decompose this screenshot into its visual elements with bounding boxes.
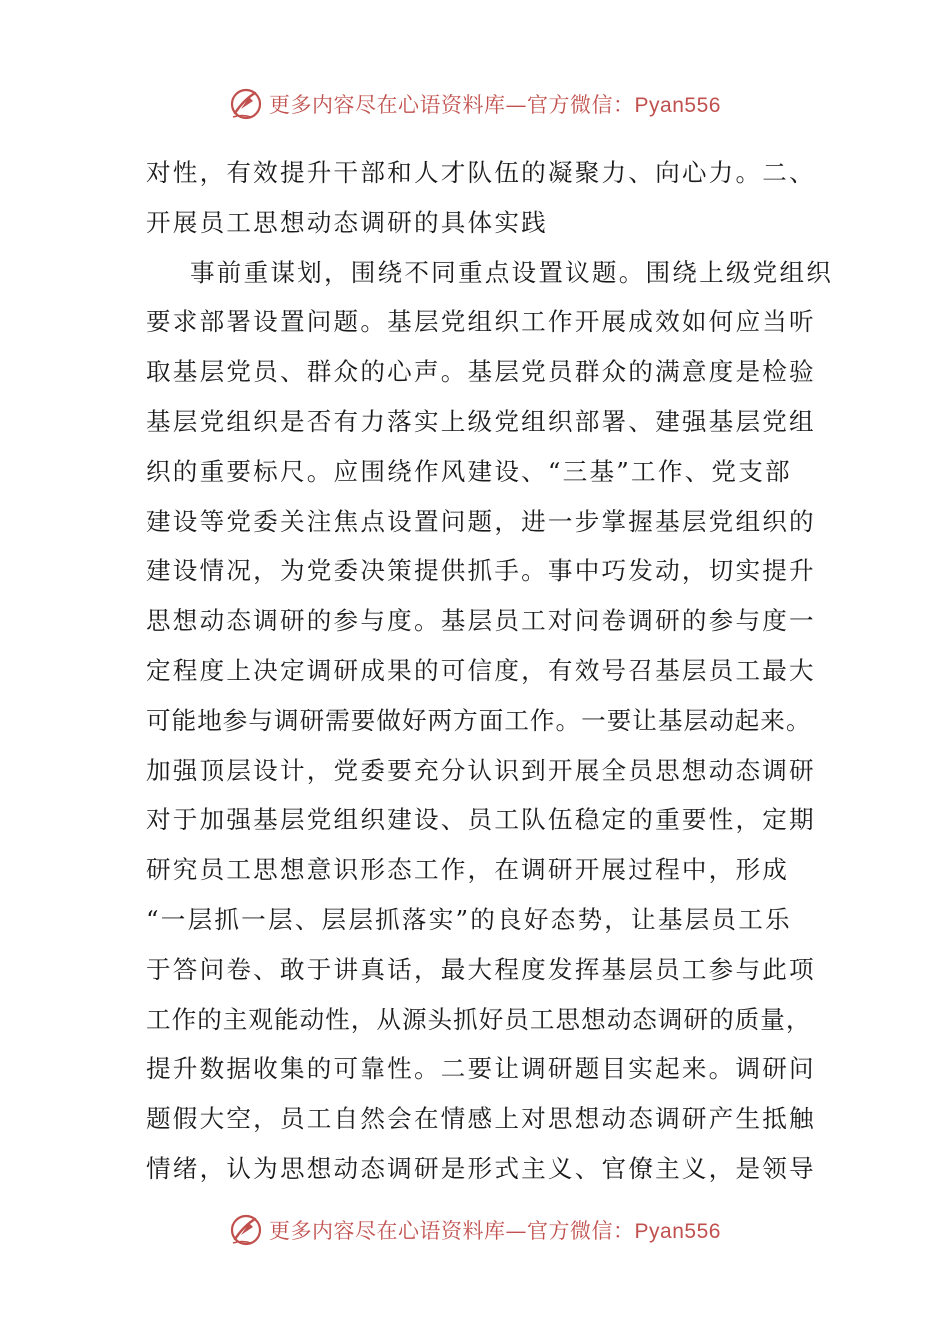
text-line-15: 研究员工思想意识形态工作，在调研开展过程中，形成 — [146, 855, 790, 885]
text-line-1: 对性，有效提升干部和人才队伍的凝聚力、向心力。二、 — [146, 158, 816, 187]
footer-banner-wechat-id: Pyan556 — [634, 1220, 721, 1243]
text-line-6: 基层党组织是否有力落实上级党组织部署、建强基层党组 — [146, 406, 816, 436]
footer-banner-label: 更多内容尽在心语资料库—官方微信： — [269, 1219, 635, 1243]
text-line-21: 情绪，认为思想动态调研是形式主义、官僚主义，是领导 — [146, 1153, 816, 1183]
header-banner — [0, 84, 950, 124]
text-line-5: 取基层党员、群众的心声。基层党员群众的满意度是检验 — [146, 357, 816, 387]
text-line-2: 开展员工思想动态调研的具体实践 — [146, 207, 548, 237]
pen-nib-circle-logo-icon — [229, 1213, 263, 1247]
document-body — [146, 148, 834, 1194]
text-line-9: 建设情况，为党委决策提供抓手。事中巧发动，切实提升 — [146, 556, 816, 586]
pen-nib-circle-logo-icon — [229, 87, 263, 121]
text-line-18: 工作的主观能动性，从源头抓好员工思想动态调研的质量， — [146, 1004, 812, 1034]
text-line-12: 可能地参与调研需要做好两方面工作。一要让基层动起来。 — [146, 705, 812, 735]
footer-banner-text — [269, 1215, 721, 1245]
header-banner-label: 更多内容尽在心语资料库—官方微信： — [269, 93, 635, 117]
text-line-7: 织的重要标尺。应围绕作风建设、“三基”工作、党支部 — [146, 456, 792, 486]
text-line-10: 思想动态调研的参与度。基层员工对问卷调研的参与度一 — [146, 606, 816, 636]
text-line-17: 于答问卷、敢于讲真话，最大程度发挥基层员工参与此项 — [146, 954, 816, 984]
text-line-13: 加强顶层设计，党委要充分认识到开展全员思想动态调研 — [146, 755, 816, 785]
footer-banner — [0, 1210, 950, 1250]
text-line-11: 定程度上决定调研成果的可信度，有效号召基层员工最大 — [146, 655, 816, 685]
text-line-19: 提升数据收集的可靠性。二要让调研题目实起来。调研问 — [146, 1054, 816, 1084]
text-line-8: 建设等党委关注焦点设置问题，进一步掌握基层党组织的 — [146, 506, 816, 536]
header-banner-wechat-id: Pyan556 — [634, 94, 721, 117]
text-line-20: 题假大空，员工自然会在情感上对思想动态调研产生抵触 — [146, 1104, 816, 1134]
text-line-14: 对于加强基层党组织建设、员工队伍稳定的重要性，定期 — [146, 805, 816, 835]
text-line-3: 事前重谋划，围绕不同重点设置议题。围绕上级党组织 — [190, 257, 834, 287]
text-line-4: 要求部署设置问题。基层党组织工作开展成效如何应当听 — [146, 307, 816, 337]
header-banner-text — [269, 89, 721, 119]
text-line-16: “一层抓一层、层层抓落实”的良好态势，让基层员工乐 — [146, 904, 792, 934]
